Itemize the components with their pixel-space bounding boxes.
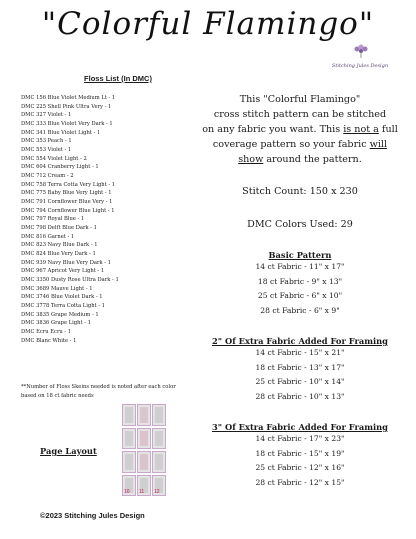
- page-layout-grid: [122, 404, 168, 498]
- description-text: around the pattern.: [263, 154, 362, 165]
- fabric-size: 28 ct Fabric - 12" x 15": [255, 477, 345, 487]
- layout-thumbnail: [140, 407, 148, 423]
- layout-cell: [152, 451, 166, 473]
- layout-thumbnail: [125, 454, 133, 470]
- floss-item: DMC 939 Navy Blue Very Dark - 1: [21, 259, 111, 266]
- floss-item: DMC 327 Violet - 1: [21, 112, 72, 119]
- floss-item: DMC 967 Apricot Very Light - 1: [21, 268, 105, 275]
- page-number: 12: [154, 489, 160, 495]
- section-heading: 2" Of Extra Fabric Added For Framing: [212, 336, 388, 346]
- description-line: [195, 137, 405, 152]
- page-layout-label: Page Layout: [40, 446, 97, 456]
- description-line: [195, 122, 405, 137]
- page-number: 11: [139, 489, 145, 495]
- section-2in-framing: [195, 336, 405, 404]
- layout-cell: [122, 475, 136, 497]
- floss-item: DMC 341 Blue Violet Light - 1: [21, 129, 101, 136]
- floss-item: DMC 791 Cornflower Blue Very - 1: [21, 199, 113, 206]
- flower-icon: [352, 44, 370, 58]
- floss-item: DMC 3778 Terra Cotta Light - 1: [21, 303, 105, 310]
- layout-thumbnail: [125, 431, 133, 447]
- floss-item: DMC 604 Cranberry Light - 1: [21, 164, 99, 171]
- floss-item: DMC 798 Delft Blue Dark - 1: [21, 225, 97, 232]
- dmc-colors-used: DMC Colors Used: 29: [247, 219, 353, 230]
- page-title: "Colorful Flamingo": [41, 6, 375, 42]
- floss-list-heading: Floss List (In DMC): [84, 74, 152, 83]
- floss-item: DMC 554 Violet Light - 2: [21, 155, 87, 162]
- layout-thumbnail: [140, 454, 148, 470]
- fabric-size: 14 ct Fabric - 15" x 21": [255, 348, 345, 357]
- description-text: on any fabric you want. This: [202, 124, 344, 135]
- logo-text: Stitching Jules Design: [331, 63, 389, 69]
- layout-cell: [122, 428, 136, 450]
- floss-item: DMC 797 Royal Blue - 1: [21, 216, 85, 223]
- floss-item: DMC 353 Peach - 1: [21, 138, 72, 145]
- stitch-count: Stitch Count: 150 x 230: [242, 186, 358, 197]
- fabric-size: 28 ct Fabric - 10" x 13": [255, 391, 345, 401]
- layout-cell: [122, 404, 136, 426]
- section-3in-framing: [195, 422, 405, 490]
- description-line: cross stitch pattern can be stitched: [213, 109, 387, 120]
- floss-item: DMC 3835 Grape Medium - 1: [21, 311, 99, 318]
- fabric-size: 25 ct Fabric - 10" x 14": [255, 377, 345, 386]
- floss-item: DMC 3689 Mauve Light - 1: [21, 285, 93, 292]
- layout-cell: [152, 404, 166, 426]
- floss-item: DMC 816 Garnet - 1: [21, 233, 75, 240]
- logo: [330, 44, 390, 84]
- floss-item: DMC 823 Navy Blue Dark - 1: [21, 242, 98, 249]
- fabric-size: 14 ct Fabric - 17" x 23": [255, 434, 345, 443]
- layout-thumbnail: [155, 431, 163, 447]
- layout-cell: [137, 475, 151, 497]
- description-text: full: [378, 124, 398, 135]
- floss-item: DMC 3836 Grape Light - 1: [21, 320, 91, 327]
- layout-thumbnail: [155, 454, 163, 470]
- section-heading: Basic Pattern: [268, 250, 332, 260]
- floss-item: DMC 794 Cornflower Blue Light - 1: [21, 207, 115, 214]
- floss-item: DMC 333 Blue Violet Very Dark - 1: [21, 121, 113, 128]
- layout-thumbnail: [125, 407, 133, 423]
- floss-item: DMC 225 Shell Pink Ultra Very - 1: [21, 103, 112, 110]
- fabric-size: 14 ct Fabric - 11" x 17": [255, 262, 345, 271]
- floss-note-line: based on 18 ct fabric needs: [21, 393, 94, 399]
- floss-item: DMC 3350 Dusty Rose Ultra Dark - 1: [21, 277, 119, 284]
- layout-thumbnail: [140, 431, 148, 447]
- fabric-size: 18 ct Fabric - 15" x 19": [255, 448, 345, 458]
- fabric-size: 18 ct Fabric - 13" x 17": [255, 362, 345, 372]
- fabric-size: 25 ct Fabric - 6" x 10": [257, 291, 343, 300]
- page-number: 10: [124, 489, 130, 495]
- pattern-description: [195, 92, 405, 167]
- layout-thumbnail: [155, 407, 163, 423]
- floss-item: DMC Blanc White - 1: [21, 337, 77, 344]
- description-line: [195, 152, 405, 167]
- description-text: coverage pattern so your fabric: [212, 139, 370, 150]
- floss-list: [21, 94, 221, 345]
- layout-cell: [137, 451, 151, 473]
- layout-cell: [152, 428, 166, 450]
- floss-item: DMC 712 Cream - 2: [21, 173, 74, 180]
- section-heading: 3" Of Extra Fabric Added For Framing: [212, 422, 388, 432]
- copyright: ©2023 Stitching Jules Design: [40, 511, 145, 520]
- floss-item: DMC 553 Violet - 1: [21, 147, 72, 154]
- floss-note-line: **Number of Floss Skeins needed is noted after each color: [21, 384, 176, 390]
- floss-item: DMC 156 Blue Violet Medium Lt - 1: [21, 95, 116, 101]
- description-emphasis: will: [369, 139, 388, 150]
- fabric-size: 25 ct Fabric - 12" x 16": [255, 463, 345, 472]
- floss-item: DMC 775 Baby Blue Very Light - 1: [21, 190, 112, 197]
- fabric-size: 18 ct Fabric - 9" x 13": [257, 276, 343, 286]
- description-emphasis: is not a: [343, 124, 379, 135]
- description-emphasis: show: [238, 154, 264, 165]
- floss-item: DMC 824 Blue Very Dark - 1: [21, 251, 96, 258]
- layout-cell: [137, 404, 151, 426]
- layout-cell: [152, 475, 166, 497]
- floss-note: [21, 383, 221, 401]
- layout-cell: [137, 428, 151, 450]
- description-line: This "Colorful Flamingo": [239, 94, 361, 105]
- layout-cell: [122, 451, 136, 473]
- fabric-size: 28 ct Fabric - 6" x 9": [260, 305, 340, 315]
- floss-item: DMC 3746 Blue Violet Dark - 1: [21, 294, 103, 301]
- section-basic-pattern: [195, 250, 405, 318]
- floss-item: DMC 758 Terra Cotta Very Light - 1: [21, 181, 116, 188]
- floss-item: DMC Ecru Ecru - 1: [21, 329, 72, 336]
